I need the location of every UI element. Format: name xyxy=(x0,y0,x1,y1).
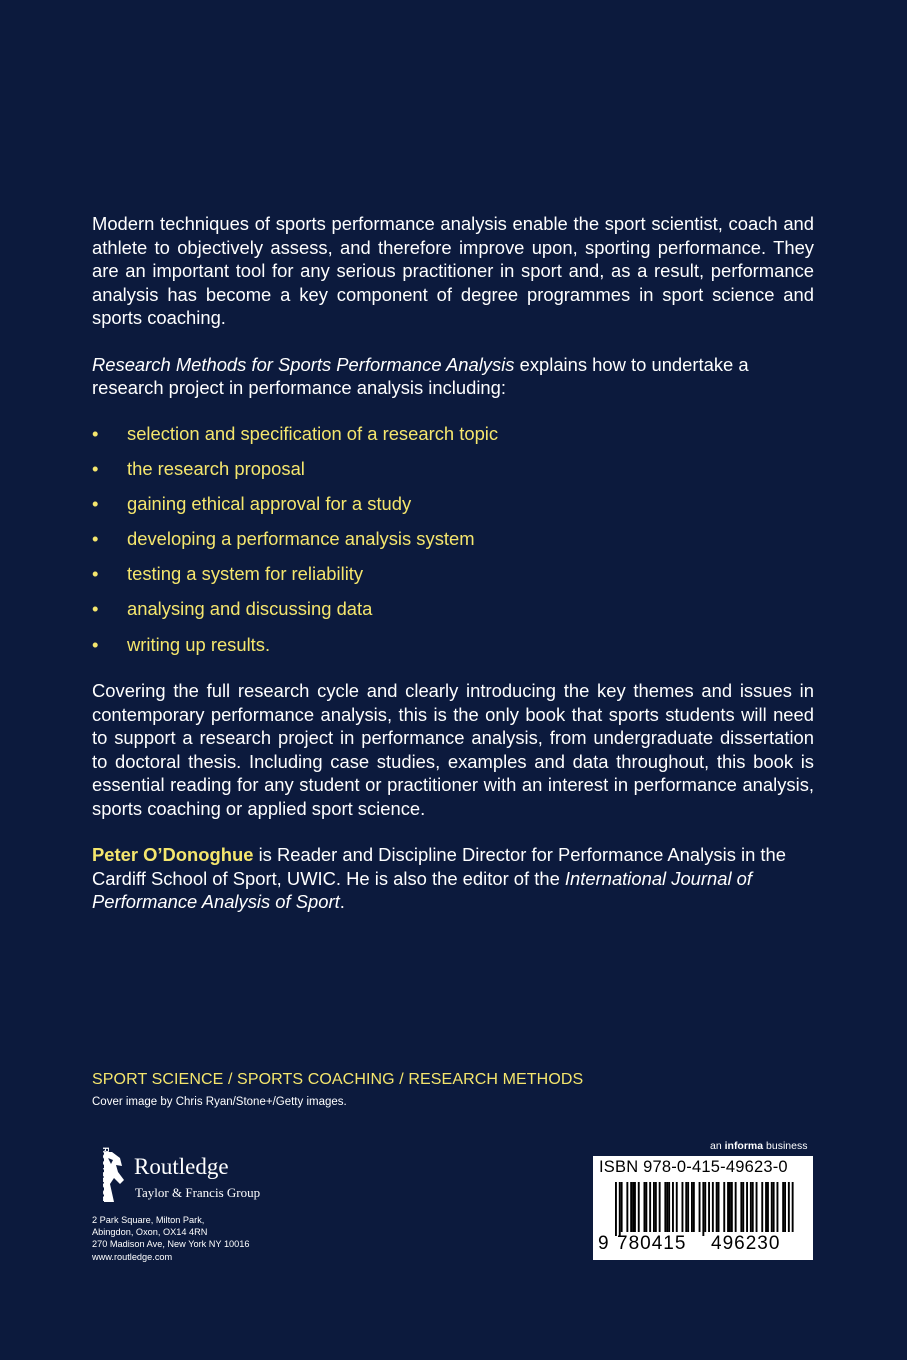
barcode-bar xyxy=(727,1182,729,1232)
barcode-bar xyxy=(746,1182,748,1232)
barcode-bar xyxy=(682,1182,684,1232)
book-description-text: explains how to undertake a research project in performance analysis including: xyxy=(92,353,749,398)
barcode-bar xyxy=(630,1182,632,1232)
barcode-bar xyxy=(761,1182,763,1232)
barcode-bar xyxy=(708,1182,710,1232)
author-paragraph: Peter O’Donoghue is Reader and Discipline Director for Performance Analysis in the Cardiff School of Sport, UWIC. He is also the editor of the International Journal of Performance Analysis of Sport. xyxy=(92,844,786,913)
barcode-bar xyxy=(668,1182,670,1232)
bullet-icon: • xyxy=(92,457,99,479)
barcode-bar xyxy=(693,1182,695,1232)
barcode-bar xyxy=(788,1182,790,1232)
publisher-group: Taylor & Francis Group xyxy=(135,1185,261,1200)
routledge-logo xyxy=(90,1147,290,1205)
list-item: • testing a system for reliability xyxy=(92,563,364,585)
informa-tagline: an informa business xyxy=(710,1140,808,1152)
barcode-bar xyxy=(750,1182,752,1232)
barcode-bar xyxy=(756,1182,758,1232)
back-cover-blurb xyxy=(92,212,814,914)
subject-categories: SPORT SCIENCE / SPORTS COACHING / RESEARCH METHODS xyxy=(92,1071,584,1088)
barcode-bar xyxy=(632,1182,634,1232)
barcode-bar xyxy=(676,1182,678,1232)
barcode-bar xyxy=(626,1182,628,1232)
list-item: • analysing and discussing data xyxy=(92,598,373,620)
barcode-bar xyxy=(777,1182,779,1232)
barcode-bar xyxy=(644,1182,646,1232)
barcode-bar xyxy=(685,1182,687,1232)
barcode-bar xyxy=(742,1182,744,1232)
barcode-bar xyxy=(672,1182,674,1232)
bullet-icon: • xyxy=(92,422,99,444)
list-item: • writing up results. xyxy=(92,633,271,655)
book-title: Research Methods for Sports Performance Analysis xyxy=(92,353,515,375)
barcode-bar xyxy=(645,1182,647,1232)
intro-paragraph: Modern techniques of sports performance analysis enable the sport scientist, coach and athlete to objectively assess, and therefore improve upon, sporting performance. They are an important tool for any serious practitioner in sport and, as a result, performance analysis has become a key component of degree programmes in sport science and sports coaching. xyxy=(92,213,814,328)
barcode-bar xyxy=(735,1182,737,1232)
barcode-bar xyxy=(621,1182,623,1232)
barcode-bar xyxy=(731,1182,733,1232)
book-description-paragraph xyxy=(92,353,814,400)
publisher-vertical-text: ROUTLEDGE xyxy=(100,1147,110,1202)
barcode-bar xyxy=(723,1182,725,1232)
barcode-bar xyxy=(687,1182,689,1232)
barcode-bar xyxy=(771,1182,773,1232)
author-bio: is Reader and Discipline Director for Performance Analysis in the Cardiff School of Sport, UWIC. He is also the editor of the xyxy=(92,844,786,889)
publisher-website: www.routledge.com xyxy=(92,1251,173,1262)
isbn-barcode xyxy=(593,1156,813,1260)
barcode-digits-left: 780415 xyxy=(617,1233,687,1254)
barcode-bar xyxy=(634,1182,636,1232)
list-item: • gaining ethical approval for a study xyxy=(92,492,412,514)
bullet-icon: • xyxy=(92,598,99,620)
bullet-icon: • xyxy=(92,492,99,514)
barcode-bar xyxy=(729,1182,731,1232)
barcode-bar xyxy=(782,1182,784,1232)
cover-credit: Cover image by Chris Ryan/Stone+/Getty images. xyxy=(92,1096,347,1108)
barcode-bar xyxy=(691,1182,693,1232)
bullet-icon: • xyxy=(92,633,99,655)
barcode-bar xyxy=(653,1182,655,1232)
isbn-label: ISBN 978-0-415-49623-0 xyxy=(599,1158,788,1176)
barcode-bar xyxy=(649,1182,651,1232)
bullet-icon: • xyxy=(92,528,99,550)
barcode-bar xyxy=(666,1182,668,1232)
topics-list xyxy=(92,422,814,657)
barcode-bar xyxy=(664,1182,666,1232)
bullet-icon: • xyxy=(92,563,99,585)
barcode-bars xyxy=(593,1180,813,1236)
barcode-bar xyxy=(773,1182,775,1232)
barcode-bar xyxy=(716,1182,718,1232)
barcode-bar xyxy=(704,1182,706,1232)
list-item: • selection and specification of a research topic xyxy=(92,422,499,444)
barcode-digit-first: 9 xyxy=(598,1233,610,1254)
barcode-bar xyxy=(702,1182,704,1236)
routledge-horse-icon xyxy=(90,1150,130,1205)
author-name: Peter O’Donoghue xyxy=(92,844,254,866)
barcode-bar xyxy=(655,1182,657,1232)
barcode-bar xyxy=(699,1182,701,1232)
barcode-bar xyxy=(638,1182,640,1232)
barcode-bar xyxy=(767,1182,769,1232)
barcode-bar xyxy=(792,1182,794,1232)
barcode-bar xyxy=(740,1182,742,1232)
barcode-digits-right: 496230 xyxy=(711,1233,781,1254)
barcode-bar xyxy=(615,1182,617,1236)
summary-paragraph: Covering the full research cycle and clearly introducing the key themes and issues in contemporary performance analysis, this is the only book that sports students will need to support a research project in performance analysis, from undergraduate dissertation to doctoral thesis. Including case studies, examples and data throughout, this book is essential reading for any student or practitioner with an interest in performance analysis, sports coaching or applied sport science. xyxy=(92,680,814,819)
list-item: • the research proposal xyxy=(92,457,305,479)
barcode-bar xyxy=(718,1182,720,1232)
barcode-bar xyxy=(619,1182,621,1236)
journal-title: International Journal of Performance Analysis of Sport xyxy=(92,867,753,913)
barcode-bar xyxy=(765,1182,767,1232)
publisher-name: Routledge xyxy=(134,1154,229,1179)
publisher-address: 2 Park Square, Milton Park, Abingdon, Oxon, OX14 4RN 270 Madison Ave, New York NY 10016 www.routledge.com xyxy=(92,1215,250,1262)
list-item: • developing a performance analysis system xyxy=(92,528,475,550)
barcode-bar xyxy=(784,1182,786,1232)
barcode-bar xyxy=(659,1182,661,1232)
barcode-bar xyxy=(712,1182,714,1232)
barcode-bar xyxy=(752,1182,754,1232)
